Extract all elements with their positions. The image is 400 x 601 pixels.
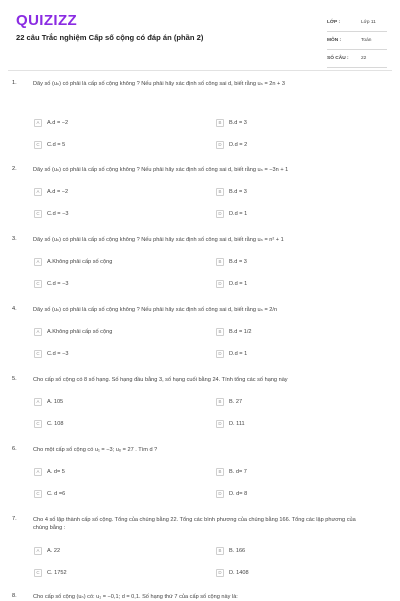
- question-number: 1.: [12, 80, 17, 86]
- option-text: D.d = 1: [229, 280, 248, 287]
- option-text: B. 166: [229, 547, 246, 554]
- question-number: 7.: [12, 516, 17, 522]
- meta-value: 22: [361, 56, 367, 61]
- option-b[interactable]: [216, 546, 245, 555]
- option-b[interactable]: [216, 327, 252, 336]
- question-text: Cho một cấp số cộng có u₁ = −3; u₆ = 27 . Tìm d ?: [33, 447, 158, 453]
- option-text: D. 1408: [229, 569, 249, 576]
- option-b[interactable]: [216, 257, 247, 266]
- option-text: B.d = 3: [229, 258, 247, 265]
- quizizz-logo: QUIZIZZ: [16, 12, 78, 29]
- option-text: D. d= 8: [229, 490, 248, 497]
- option-d[interactable]: [216, 279, 247, 288]
- option-letter-box: B: [216, 328, 224, 336]
- option-a[interactable]: [34, 257, 112, 266]
- option-d[interactable]: [216, 489, 247, 498]
- option-letter-box: D: [216, 350, 224, 358]
- option-text: C. d =6: [47, 490, 66, 497]
- question-number: 5.: [12, 376, 17, 382]
- option-letter-box: B: [216, 188, 224, 196]
- option-d[interactable]: [216, 419, 245, 428]
- option-letter-box: D: [216, 490, 224, 498]
- option-letter-box: C: [34, 420, 42, 428]
- option-text: A.Không phải cấp số cộng: [47, 328, 113, 335]
- meta-row-class: [327, 14, 387, 32]
- option-d[interactable]: [216, 349, 247, 358]
- meta-value: Toán: [361, 38, 372, 43]
- option-letter-box: A: [34, 258, 42, 266]
- meta-label: MÔN :: [327, 38, 342, 43]
- option-letter-box: A: [34, 188, 42, 196]
- option-text: A.d = −2: [47, 188, 69, 195]
- option-text: D. 111: [229, 420, 245, 427]
- option-text: D.d = 2: [229, 141, 248, 148]
- option-c[interactable]: [34, 140, 65, 149]
- meta-row-subject: [327, 32, 387, 50]
- option-a[interactable]: [34, 546, 60, 555]
- option-c[interactable]: [34, 489, 65, 498]
- option-letter-box: C: [34, 141, 42, 149]
- option-letter-box: B: [216, 119, 224, 127]
- option-text: C.d = −3: [47, 350, 69, 357]
- option-b[interactable]: [216, 397, 242, 406]
- option-letter-box: B: [216, 547, 224, 555]
- option-letter-box: B: [216, 398, 224, 406]
- option-c[interactable]: [34, 209, 68, 218]
- option-letter-box: A: [34, 468, 42, 476]
- option-text: A.d = −2: [47, 119, 69, 126]
- option-text: C.d = −3: [47, 210, 69, 217]
- option-letter-box: A: [34, 547, 42, 555]
- option-a[interactable]: [34, 118, 68, 127]
- option-letter-box: D: [216, 280, 224, 288]
- option-letter-box: C: [34, 280, 42, 288]
- option-letter-box: D: [216, 569, 224, 577]
- question-text: Cho 4 số lập thành cấp số cộng. Tổng của chúng bằng 22. Tổng các bình phương của chúng bằng 166. Tổng các lập phương của chúng bằng :: [33, 517, 356, 531]
- header-divider: [8, 70, 392, 71]
- question-number: 2.: [12, 166, 17, 172]
- option-text: A. 105: [47, 398, 64, 405]
- meta-row-count: [327, 50, 387, 68]
- meta-value: Lớp 11: [361, 20, 376, 25]
- option-text: A.Không phải cấp số cộng: [47, 258, 113, 265]
- option-text: C. 108: [47, 420, 64, 427]
- option-text: D.d = 1: [229, 350, 248, 357]
- meta-label: LỚP :: [327, 20, 341, 25]
- question-text: Cho cấp số cộng có 8 số hạng. Số hạng đầu bằng 3, số hạng cuối bằng 24. Tính tổng các số hạng này: [33, 377, 288, 383]
- option-a[interactable]: [34, 187, 68, 196]
- option-letter-box: B: [216, 468, 224, 476]
- option-text: B. 27: [229, 398, 243, 405]
- option-letter-box: C: [34, 210, 42, 218]
- option-c[interactable]: [34, 279, 68, 288]
- option-a[interactable]: [34, 327, 112, 336]
- option-letter-box: C: [34, 569, 42, 577]
- option-d[interactable]: [216, 209, 247, 218]
- option-text: A. d= 5: [47, 468, 65, 475]
- option-text: B.d = 3: [229, 119, 247, 126]
- option-b[interactable]: [216, 118, 247, 127]
- option-text: C.d = 5: [47, 141, 66, 148]
- option-c[interactable]: [34, 349, 68, 358]
- option-text: B.d = 1/2: [229, 328, 252, 335]
- option-letter-box: A: [34, 119, 42, 127]
- option-d[interactable]: [216, 568, 249, 577]
- option-text: B.d = 3: [229, 188, 247, 195]
- question-number: 6.: [12, 446, 17, 452]
- option-a[interactable]: [34, 397, 63, 406]
- option-text: B. d= 7: [229, 468, 247, 475]
- question-text: Dãy số (uₙ) có phải là cấp số cộng không ? Nếu phải hãy xác định số công sai d, biết rằng uₙ = −3n + 1: [33, 167, 289, 173]
- option-b[interactable]: [216, 187, 247, 196]
- question-text: Dãy số (uₙ) có phải là cấp số cộng không ? Nếu phải hãy xác định số công sai d, biết rằng uₙ = 2/n: [33, 307, 278, 313]
- option-c[interactable]: [34, 419, 63, 428]
- meta-label: SỐ CÂU :: [327, 56, 349, 61]
- option-text: C.d = −3: [47, 280, 69, 287]
- option-letter-box: D: [216, 141, 224, 149]
- option-d[interactable]: [216, 140, 247, 149]
- option-letter-box: C: [34, 350, 42, 358]
- option-letter-box: D: [216, 210, 224, 218]
- question-text: Dãy số (uₙ) có phải là cấp số cộng không ? Nếu phải hãy xác định số công sai d, biết rằng uₙ = 2n + 3: [33, 81, 285, 87]
- option-letter-box: A: [34, 328, 42, 336]
- option-b[interactable]: [216, 467, 247, 476]
- question-text: Cho cấp số cộng (uₙ) có: u₁ = −0,1; d = 0,1. Số hạng thứ 7 của cấp số cộng này là:: [33, 594, 238, 600]
- option-text: A. 22: [47, 547, 61, 554]
- question-text: Dãy số (uₙ) có phải là cấp số cộng không ? Nếu phải hãy xác định số công sai d, biết rằng uₙ = n² + 1: [33, 237, 284, 243]
- page-title: 22 câu Trắc nghiệm Cấp số cộng có đáp án (phần 2): [16, 33, 204, 42]
- option-a[interactable]: [34, 467, 65, 476]
- question-number: 8.: [12, 593, 17, 599]
- option-text: C. 1752: [47, 569, 67, 576]
- meta-box: [327, 14, 387, 68]
- option-text: D.d = 1: [229, 210, 248, 217]
- option-letter-box: C: [34, 490, 42, 498]
- question-number: 4.: [12, 306, 17, 312]
- question-number: 3.: [12, 236, 17, 242]
- option-letter-box: B: [216, 258, 224, 266]
- option-letter-box: A: [34, 398, 42, 406]
- option-c[interactable]: [34, 568, 67, 577]
- option-letter-box: D: [216, 420, 224, 428]
- page-header: [0, 0, 400, 64]
